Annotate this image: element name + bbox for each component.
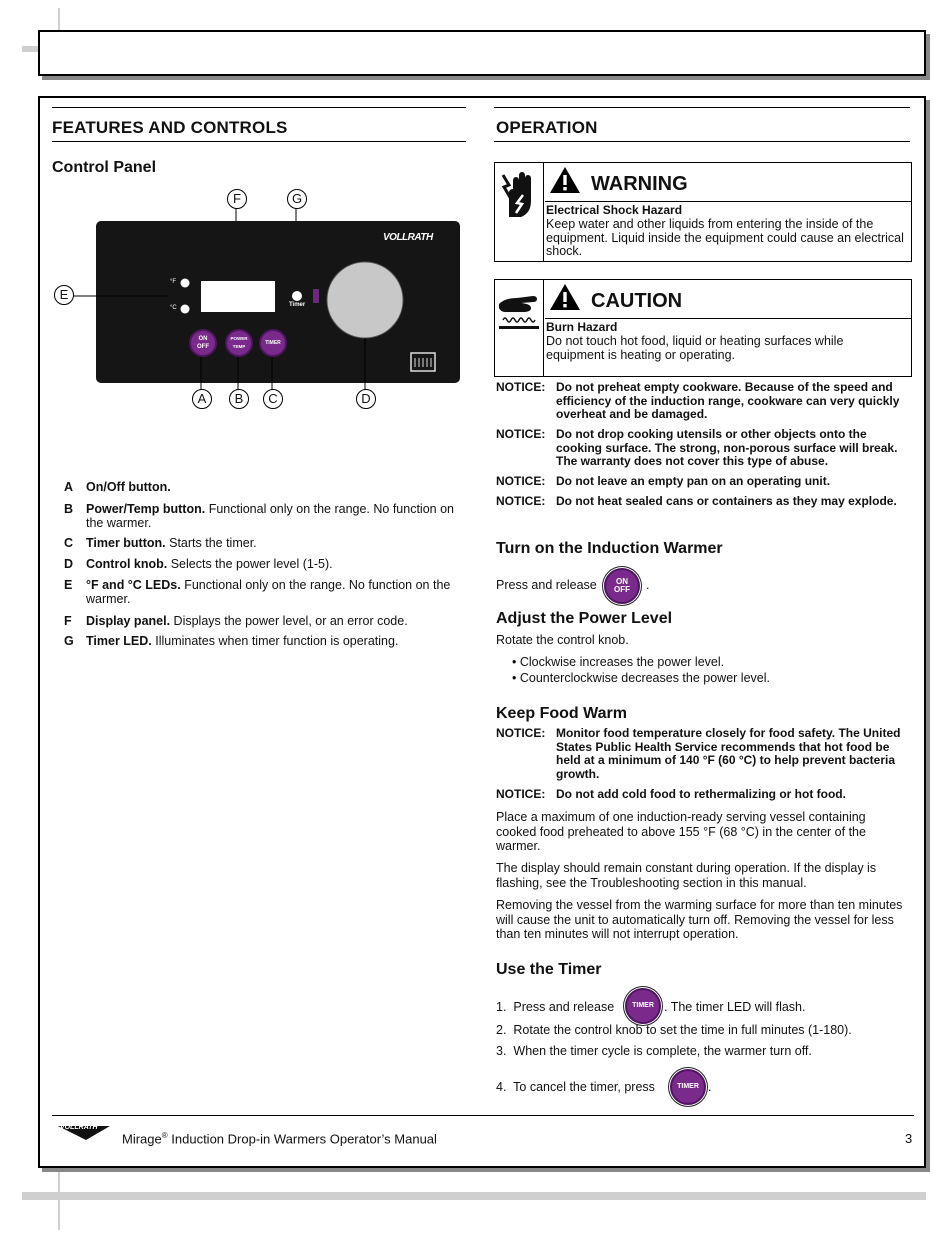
section-rule: [52, 141, 466, 142]
feature-item: E °F and °C LEDs. Functional only on the range. No function on the warmer.: [64, 578, 451, 606]
adjust-text: Rotate the control knob.: [496, 633, 629, 647]
feature-item: G Timer LED. Illuminates when timer function is operating.: [64, 634, 399, 648]
timer-step: 2. Rotate the control knob to set the time in full minutes (1-180).: [496, 1023, 852, 1037]
crop-mark: [58, 1170, 60, 1230]
caution-body: Do not touch hot food, liquid or heating surfaces while equipment is heating or operating.: [546, 334, 844, 362]
timer-step-suffix: .: [708, 1080, 712, 1094]
bullet-item: • Clockwise increases the power level.: [512, 655, 725, 669]
notice-item: NOTICE: Do not drop cooking utensils or other objects onto the cooking surface. The strong, non-porous surface will break. The warranty does not cover this type of abuse.: [496, 427, 898, 468]
section-rule: [494, 107, 910, 108]
on-off-button-inline: ON OFF: [604, 568, 640, 604]
power-temp-button[interactable]: POWER TEMP: [225, 329, 253, 357]
electric-shock-hand-icon: [495, 163, 544, 261]
callout-c: C: [263, 389, 283, 409]
callout-b: B: [229, 389, 249, 409]
timer-step: 4. To cancel the timer, press: [496, 1080, 655, 1094]
warning-body: Keep water and other liquids from entering the inside of the equipment. Liquid inside the equipment could cause an electrical shock.: [546, 217, 904, 258]
page-header-box: [38, 30, 926, 76]
callout-d: D: [356, 389, 376, 409]
feature-item: D Control knob. Selects the power level (1-5).: [64, 557, 333, 571]
heading-keep-food-warm: Keep Food Warm: [496, 705, 627, 722]
crop-mark: [22, 1192, 926, 1200]
notice-item: NOTICE: Monitor food temperature closely for food safety. The United States Public Health Service recommends that hot food be held at a minimum of 140 °F (60 °C) to help prevent bacteria growth.: [496, 726, 901, 781]
timer-led-label: Timer: [289, 302, 306, 308]
crop-mark: [22, 46, 38, 52]
timer-button-inline: TIMER: [625, 988, 661, 1024]
heading-use-timer: Use the Timer: [496, 961, 602, 978]
page-number: 3: [905, 1131, 913, 1146]
panel-brand-logo: VOLLRATH: [383, 232, 433, 243]
feature-item: B Power/Temp button. Functional only on the range. No function on the warmer.: [64, 502, 454, 530]
crop-mark: [58, 8, 60, 30]
heading-adjust-power: Adjust the Power Level: [496, 610, 673, 627]
callout-f: F: [227, 189, 247, 209]
callout-a: A: [192, 389, 212, 409]
timer-step: 1. Press and release: [496, 1000, 615, 1014]
caution-subtitle: Burn Hazard: [546, 320, 618, 334]
footer-logo-text: VOLLRATH: [60, 1124, 98, 1131]
warning-triangle-icon: [549, 166, 581, 194]
footer-title: Mirage® Induction Drop-in Warmers Operator’s Manual: [122, 1131, 437, 1147]
warning-title: WARNING: [591, 173, 688, 195]
heading-turn-on: Turn on the Induction Warmer: [496, 540, 723, 557]
section-rule: [494, 141, 910, 142]
led-f-label: °F: [170, 279, 177, 285]
caution-title: CAUTION: [591, 290, 683, 312]
timer-button-inline: TIMER: [670, 1069, 706, 1105]
keep-paragraph: Place a maximum of one induction-ready serving vessel containing cooked food preheated to above 155 °F (68 °C) in the center of the warmer.: [496, 810, 866, 853]
notice-item: NOTICE: Do not preheat empty cookware. Because of the speed and efficiency of the induction range, cookware can very quickly overheat and be damaged.: [496, 380, 900, 421]
subtitle-control-panel: Control Panel: [52, 159, 157, 176]
notice-item: NOTICE: Do not heat sealed cans or containers as they may explode.: [496, 494, 897, 508]
footer-rule: [52, 1115, 914, 1116]
timer-step-suffix: . The timer LED will flash.: [664, 1000, 806, 1014]
timer-step: 3. When the timer cycle is complete, the warmer turn off.: [496, 1044, 812, 1058]
notice-item: NOTICE: Do not leave an empty pan on an operating unit.: [496, 474, 831, 488]
warning-subtitle: Electrical Shock Hazard: [546, 203, 683, 217]
turn-on-text: Press and release: [496, 578, 597, 592]
section-title-features: FEATURES AND CONTROLS: [52, 118, 288, 137]
led-c-label: °C: [170, 305, 177, 311]
callout-g: G: [287, 189, 307, 209]
notice-item: NOTICE: Do not add cold food to rethermalizing or hot food.: [496, 787, 846, 801]
control-panel-diagram: [48, 185, 468, 415]
section-rule: [52, 107, 466, 108]
hot-surface-hand-icon: [495, 280, 544, 376]
timer-button[interactable]: TIMER: [259, 329, 287, 357]
feature-item: A On/Off button.: [64, 480, 171, 494]
turn-on-period: .: [646, 578, 650, 592]
callout-e: E: [54, 285, 74, 305]
feature-item: C Timer button. Starts the timer.: [64, 536, 257, 550]
caution-box: [494, 279, 912, 377]
warning-box: [494, 162, 912, 262]
feature-item: F Display panel. Displays the power level, or an error code.: [64, 614, 408, 628]
caution-triangle-icon: [549, 283, 581, 311]
keep-paragraph: The display should remain constant during operation. If the display is flashing, see the Troubleshooting section in this manual.: [496, 861, 877, 890]
on-off-button[interactable]: ON OFF: [189, 329, 217, 357]
keep-paragraph: Removing the vessel from the warming surface for more than ten minutes will cause the unit to automatically turn off. Removing the vessel for less than ten minutes will not interrupt operation.: [496, 898, 903, 941]
section-title-operation: OPERATION: [496, 118, 598, 137]
bullet-item: • Counterclockwise decreases the power level.: [512, 671, 770, 685]
